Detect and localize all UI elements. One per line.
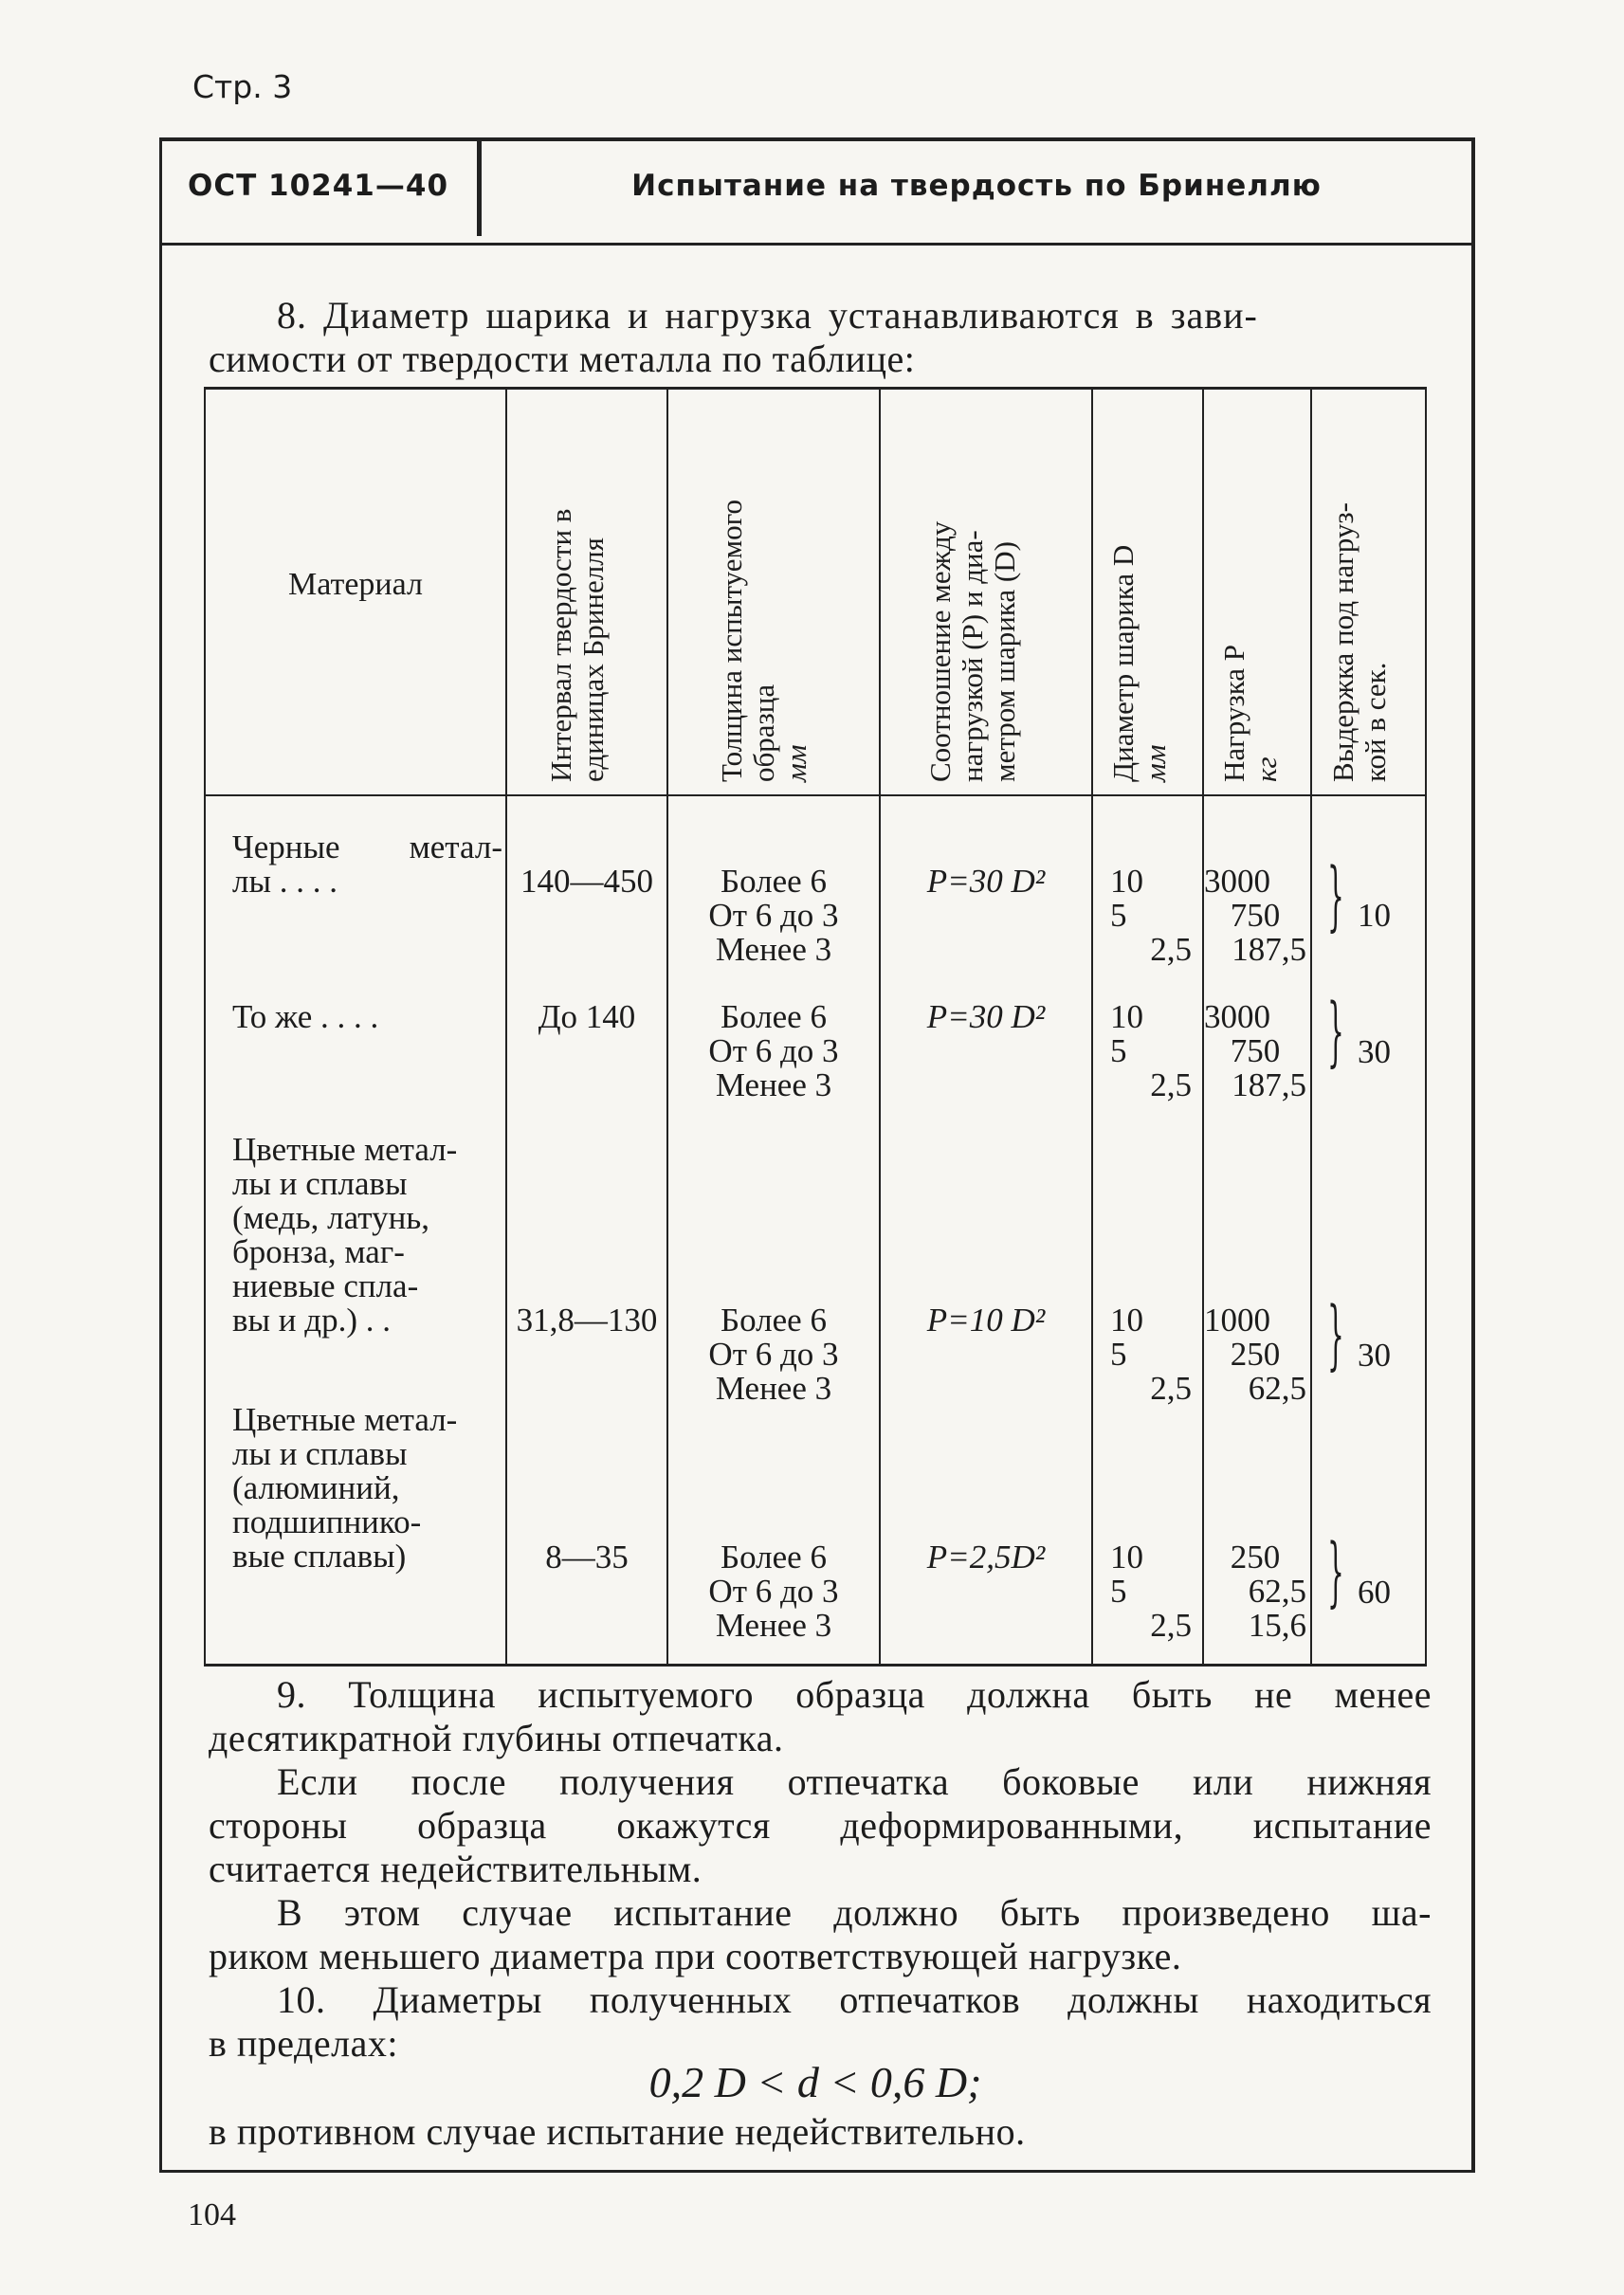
header-thickness-line-1: Толщина испытуемого — [715, 499, 748, 782]
row-2-load-3: 187,5 — [1232, 1066, 1306, 1103]
row-3-load-3: 62,5 — [1248, 1370, 1306, 1407]
row-1-hardness: 140—450 — [520, 863, 653, 900]
row-3-hold: 30 — [1358, 1337, 1391, 1374]
row-2-load-2: 750 — [1230, 1032, 1281, 1069]
row-2-ratio: P=30 D² — [926, 998, 1046, 1035]
paragraph-9-line-1: 9. Толщина испытуемого образца должна быть не менее — [277, 1673, 1432, 1716]
row-1-hold: 10 — [1358, 897, 1391, 934]
row-4-material — [232, 1403, 498, 1574]
row-3-material-line-3: (медь, латунь, — [232, 1199, 430, 1236]
row-4-material-line-3: (алюминий, — [232, 1469, 400, 1506]
row-1-load-1: 3000 — [1204, 863, 1270, 900]
header-hardness — [545, 509, 610, 782]
paragraph-8-line-1: 8. Диаметр шарика и нагрузка устанавливаются в зави- — [277, 294, 1258, 337]
row-3-thickness-1: Более 6 — [721, 1302, 827, 1339]
header-thickness-line-2: образца — [747, 683, 780, 782]
table-bottom-rule — [204, 1664, 1427, 1667]
row-4-material-line-4: подшипнико- — [232, 1503, 422, 1540]
standard-code: ОСТ 10241—40 — [187, 169, 449, 203]
row-3-material-line-4: бронза, маг- — [232, 1233, 405, 1270]
row-4-thickness-2: От 6 до 3 — [708, 1573, 839, 1610]
paragraph-9-line-2: десятикратной глубины отпечатка. — [209, 1717, 784, 1759]
page-number: 104 — [188, 2197, 236, 2232]
frame-bottom-border — [159, 2170, 1475, 2173]
header-hold-line-2: кой в сек. — [1359, 662, 1392, 782]
header-ratio-line-3: метром шарика (D) — [988, 541, 1021, 782]
paragraph-9-line-6: В этом случае испытание должно быть произведено ша- — [277, 1891, 1432, 1934]
row-4-load-3: 15,6 — [1248, 1607, 1306, 1644]
row-3-brace: } — [1327, 1290, 1344, 1378]
row-3-ratio: P=10 D² — [926, 1302, 1046, 1339]
row-4-diameter — [1104, 1540, 1192, 1643]
row-4-ratio: P=2,5D² — [926, 1539, 1046, 1576]
row-2-brace: } — [1327, 987, 1344, 1075]
row-4-thickness-1: Более 6 — [721, 1539, 827, 1576]
row-4-material-line-2: лы и сплавы — [232, 1435, 408, 1472]
header-ratio — [924, 521, 1021, 782]
row-1-material-line-2: лы . . . . — [232, 863, 338, 900]
row-2-thickness — [668, 1000, 879, 1102]
row-4-load-2: 62,5 — [1248, 1573, 1306, 1610]
paragraph-8-line-2: симости от твердости металла по таблице: — [209, 337, 916, 380]
row-4-load-1: 250 — [1230, 1539, 1281, 1576]
row-2-load — [1204, 1000, 1306, 1102]
table-vline-4 — [1091, 389, 1093, 1664]
row-3-load-1: 1000 — [1204, 1302, 1270, 1339]
table-vline-6 — [1310, 389, 1312, 1664]
row-3-thickness-2: От 6 до 3 — [708, 1336, 839, 1373]
document-title: Испытание на твердость по Бринеллю — [631, 169, 1322, 203]
row-4-hardness: 8—35 — [545, 1539, 629, 1576]
row-4-load — [1204, 1540, 1306, 1643]
header-material: Материал — [288, 567, 423, 602]
row-1-material-line-1: Черные метал- — [232, 829, 502, 865]
header-ratio-line-2: нагрузкой (P) и диа- — [956, 530, 989, 782]
frame-left-border — [159, 137, 162, 2172]
row-1-diameter-1: 10 — [1110, 863, 1143, 900]
row-2-hardness: До 140 — [538, 998, 636, 1035]
row-1-diameter-2: 5 — [1110, 897, 1127, 934]
header-diameter-line-1: Диаметр шарика D — [1106, 544, 1140, 782]
header-ratio-line-1: Соотношение между — [923, 520, 957, 782]
page-label: Стр. 3 — [192, 68, 293, 105]
row-2-diameter-3: 2,5 — [1150, 1066, 1192, 1103]
frame-top-border — [159, 137, 1475, 141]
header-load-line-1: Нагрузка P — [1217, 644, 1250, 782]
row-1-thickness-2: От 6 до 3 — [708, 897, 839, 934]
row-3-diameter-1: 10 — [1110, 1302, 1143, 1339]
row-4-thickness — [668, 1540, 879, 1643]
row-1-diameter-3: 2,5 — [1150, 931, 1192, 968]
row-4-thickness-3: Менее 3 — [715, 1607, 832, 1644]
row-2-diameter-1: 10 — [1110, 998, 1143, 1035]
row-1-diameter — [1104, 865, 1192, 967]
header-thickness — [716, 500, 812, 782]
row-1-thickness-1: Более 6 — [721, 863, 827, 900]
row-4-diameter-1: 10 — [1110, 1539, 1143, 1576]
paragraph-9-line-7: риком меньшего диаметра при соответствующей нагрузке. — [209, 1935, 1182, 1977]
row-1-ratio: P=30 D² — [926, 863, 1046, 900]
row-1-thickness — [668, 865, 879, 967]
row-2-load-1: 3000 — [1204, 998, 1270, 1035]
row-3-diameter — [1104, 1303, 1192, 1406]
row-4-brace: } — [1327, 1527, 1344, 1615]
row-4-material-line-1: Цветные метал- — [232, 1401, 458, 1438]
header-hold-line-1: Выдержка под нагруз- — [1326, 502, 1359, 782]
row-3-load — [1204, 1303, 1306, 1406]
paragraph-9-line-5: считается недействительным. — [209, 1848, 703, 1890]
header-hardness-line-1: Интервал твердости в — [544, 508, 577, 782]
row-2-material: То же . . . . — [232, 998, 379, 1035]
paragraph-9-line-4: стороны образца окажутся деформированными, испытание — [209, 1804, 1432, 1847]
row-2-diameter-2: 5 — [1110, 1032, 1127, 1069]
header-diameter — [1107, 545, 1172, 782]
row-1-load-3: 187,5 — [1232, 931, 1306, 968]
row-3-material-line-2: лы и сплавы — [232, 1165, 408, 1202]
row-4-material-line-5: вые сплавы) — [232, 1538, 407, 1575]
paragraph-10-line-2: в пределах: — [209, 2022, 398, 2065]
paragraph-9-line-3: Если после получения отпечатка боковые или нижняя — [277, 1760, 1432, 1803]
header-diameter-unit: мм — [1139, 744, 1172, 782]
table-header-rule — [204, 794, 1427, 796]
table-vline-7 — [1425, 389, 1427, 1664]
row-1-load-2: 750 — [1230, 897, 1281, 934]
row-1-load — [1204, 865, 1306, 967]
row-4-diameter-2: 5 — [1110, 1573, 1127, 1610]
header-hold — [1327, 502, 1392, 782]
row-4-hold: 60 — [1358, 1574, 1391, 1611]
closing-line: в противном случае испытание недействительно. — [209, 2110, 1026, 2153]
row-2-thickness-2: От 6 до 3 — [708, 1032, 839, 1069]
header-load-unit: кг — [1250, 756, 1283, 782]
row-1-brace: } — [1327, 851, 1344, 939]
row-4-diameter-3: 2,5 — [1150, 1607, 1192, 1644]
row-3-diameter-2: 5 — [1110, 1336, 1127, 1373]
row-3-material-line-6: вы и др.) . . — [232, 1302, 391, 1339]
row-2-thickness-1: Более 6 — [721, 998, 827, 1035]
row-3-material-line-5: ниевые спла- — [232, 1267, 419, 1304]
row-1-material — [232, 830, 502, 899]
row-3-hardness: 31,8—130 — [516, 1302, 658, 1339]
formula: 0,2 D < d < 0,6 D; — [648, 2058, 982, 2106]
row-3-material-line-1: Цветные метал- — [232, 1131, 458, 1168]
row-3-load-2: 250 — [1230, 1336, 1281, 1373]
paragraph-10-line-1: 10. Диаметры полученных отпечатков должны находиться — [277, 1978, 1432, 2021]
row-2-thickness-3: Менее 3 — [715, 1066, 832, 1103]
row-3-thickness — [668, 1303, 879, 1406]
row-3-diameter-3: 2,5 — [1150, 1370, 1192, 1407]
header-divider-line — [159, 243, 1475, 246]
header-load — [1218, 645, 1283, 782]
frame-right-border — [1471, 137, 1475, 2172]
row-2-hold: 30 — [1358, 1033, 1391, 1070]
row-1-thickness-3: Менее 3 — [715, 931, 832, 968]
table-top-rule — [204, 387, 1427, 390]
header-thickness-unit: мм — [779, 744, 812, 782]
header-hardness-line-2: единицах Бринелля — [576, 537, 610, 782]
row-3-thickness-3: Менее 3 — [715, 1370, 832, 1407]
row-2-diameter — [1104, 1000, 1192, 1102]
row-3-material — [232, 1133, 498, 1338]
